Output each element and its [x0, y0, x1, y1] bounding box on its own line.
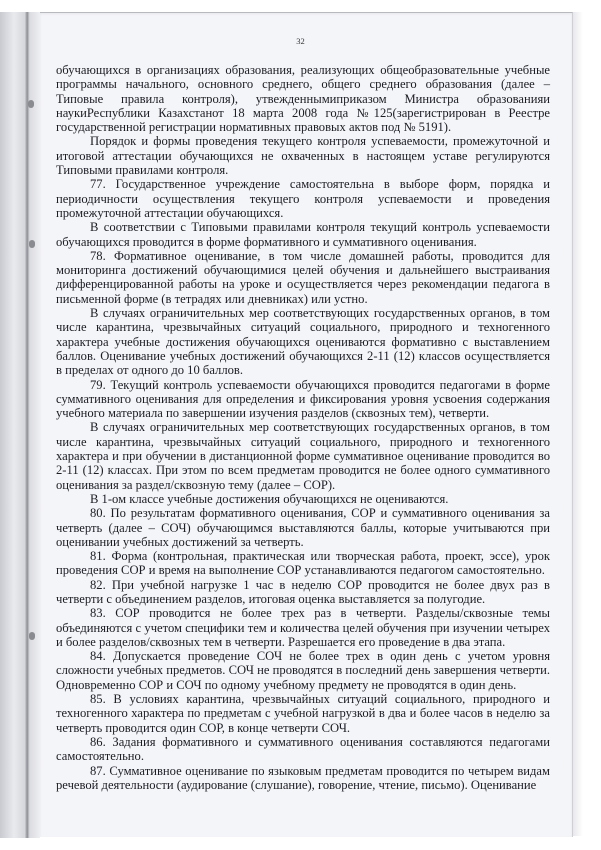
- paragraph: 82. При учебной нагрузке 1 час в неделю СОР проводится не более двух раз в четверти с объединением разделов, итоговая оценка выставляется за полугодие.: [56, 577, 550, 606]
- binding-strip: [0, 12, 40, 838]
- binding-hole: [28, 100, 34, 108]
- paragraph: 87. Суммативное оценивание по языковым предметам проводится по четырем видам речевой деятельности (аудирование (слушание), говорение, чтение, письмо). Оценивание: [56, 763, 550, 792]
- paragraph: 78. Формативное оценивание, в том числе домашней работы, проводится для мониторинга достижений обучающимися целей обучения и дальнейшего выстраивания дифференцированной работы на уроке и осуществляется через рекомендации педагога в письменной форме (в тетрадях или дневниках) или устно.: [56, 248, 550, 306]
- paragraph: 81. Форма (контрольная, практическая или творческая работа, проект, эссе), урок проведения СОР и время на выполнение СОР устанавливаются педагогом самостоятельно.: [56, 549, 550, 578]
- page-number: 32: [296, 36, 305, 46]
- paragraph: Порядок и формы проведения текущего контроля успеваемости, промежуточной и итоговой аттестации обучающихся не охваченных в настоящем уставе регулируются Типовыми правилами контроля.: [56, 134, 550, 178]
- paragraph: В соответствии с Типовыми правилами контроля текущий контроль успеваемости обучающихся проводится в форме формативного и суммативного оценивания.: [56, 220, 550, 249]
- paragraph: В случаях ограничительных мер соответствующих государственных органов, в том числе карантина, чрезвычайных ситуаций социального, природного и техногенного характера и при обучении в дистанционной форме суммативное оценивание проводится во 2-11 (12) классах. При этом по всем предметам проводится не более одного суммативного оценивания за раздел/сквозную тему (далее – СОР).: [56, 420, 550, 492]
- paragraph: 80. По результатам формативного оценивания, СОР и суммативного оценивания за четверть (далее – СОЧ) обучающимся выставляются баллы, которые учитываются при оценивании учебных достижений за четверть.: [56, 506, 550, 549]
- page-edge: [573, 12, 583, 836]
- document-body: [56, 63, 550, 792]
- paragraph: 86. Задания формативного и суммативного оценивания составляются педагогами самостоятельно.: [56, 734, 550, 764]
- paragraph: 77. Государственное учреждение самостоятельна в выборе форм, порядка и периодичности осуществления текущего контроля успеваемости и проведения промежуточной аттестации обучающихся.: [56, 177, 550, 220]
- paragraph: В случаях ограничительных мер соответствующих государственных органов, в том числе карантина, чрезвычайных ситуаций социального, природного и техногенного характера учебные достижения обучающихся оцениваются формативно с выставлением баллов. Оценивание учебных достижений обучающихся 2-11 (12) классов осуществляется в пределах от одного до 10 баллов.: [56, 306, 550, 378]
- paragraph: В 1-ом классе учебные достижения обучающихся не оцениваются.: [90, 491, 449, 506]
- paragraph: 79. Текущий контроль успеваемости обучающихся проводится педагогами в форме суммативного оценивания для определения и фиксирования уровня усвоения содержания учебного материала по завершении изучения разделов (сквозных тем), четверти.: [56, 377, 550, 421]
- paragraph: 85. В условиях карантина, чрезвычайных ситуаций социального, природного и техногенного характера по предметам с учебной нагрузкой в два и более часов в неделю за четверть проводится один СОР, в конце четверти СОЧ.: [56, 692, 550, 735]
- paragraph: 84. Допускается проведение СОЧ не более трех в один день с учетом уровня сложности учебных предметов. СОЧ не проводятся в последний день завершения четверти. Одновременно СОР и СОЧ по одному учебному предмету не проводятся в один день.: [56, 649, 550, 692]
- binding-hole: [29, 632, 35, 640]
- binding-hole: [29, 240, 35, 248]
- paragraph: обучающихся в организациях образования, реализующих общеобразовательные учебные программы начального, основного среднего, общего среднего образования (далее – Типовые правила контроля), утвежденнымиприказом Министра образованияи наукиРеспублики Казахстанот 18 марта 2008 года №125(зарегистрирован в Реестре государственной регистрации нормативных правовых актов под № 5191).: [56, 63, 550, 135]
- paragraph: 83. СОР проводится не более трех раз в четверти. Разделы/сквозные темы объединяются с учетом специфики тем и количества целей обучения при изучении четырех и более разделов/сквозных тем в четверти. Разрешается его проведение в два этапа.: [56, 606, 550, 649]
